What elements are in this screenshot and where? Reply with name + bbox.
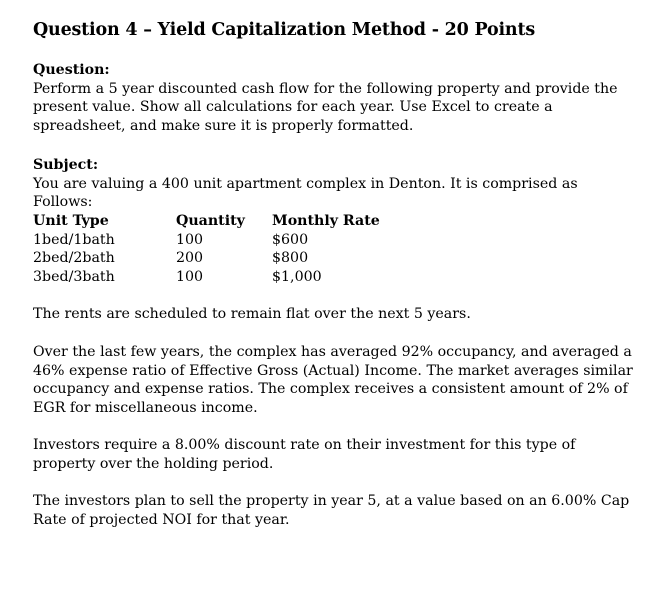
quantity-cell: 100 <box>176 231 204 248</box>
quantity-cell: 100 <box>176 268 204 285</box>
question-label: Question: <box>33 62 110 78</box>
page-title: Question 4 – Yield Capitalization Method - 20 Points <box>33 20 535 40</box>
quantity-header: Quantity <box>176 213 245 229</box>
subject-text: You are valuing a 400 unit apartment complex in Denton. It is comprised as Follows: <box>33 175 578 210</box>
monthly-rate-cell: $800 <box>272 250 309 266</box>
unit-type-header: Unit Type <box>33 213 109 229</box>
unit-type-column <box>33 212 115 286</box>
occupancy-paragraph: Over the last few years, the complex has averaged 92% occupancy, and averaged a 46% expense ratio of Effective Gross (Actual) Income. The market averages similar occupancy and expense ratios. The complex receives a consistent amount of 2% of EGR for miscellaneous income. <box>33 344 633 416</box>
monthly-rate-cell: $600 <box>272 231 309 248</box>
subject-label: Subject: <box>33 157 99 173</box>
unit-type-cell: 3bed/3bath <box>33 268 115 285</box>
quantity-column <box>176 212 245 286</box>
question-text: Perform a 5 year discounted cash flow for the following property and provide the present value. Show all calculations for each year. Use Excel to create a spreadsheet, and make sure it is properly formatted. <box>33 80 618 134</box>
sale-paragraph: The investors plan to sell the property in year 5, at a value based on an 6.00% Cap Rate of projected NOI for that year. <box>33 493 630 528</box>
rents-paragraph: The rents are scheduled to remain flat over the next 5 years. <box>33 306 471 322</box>
unit-type-cell: 2bed/2bath <box>33 250 115 266</box>
monthly-rate-header: Monthly Rate <box>272 213 380 229</box>
subject-section <box>33 156 633 212</box>
unit-type-cell: 1bed/1bath <box>33 231 115 248</box>
monthly-rate-cell: $1,000 <box>272 268 322 285</box>
monthly-rate-column <box>272 212 380 286</box>
discount-rate-paragraph: Investors require a 8.00% discount rate on their investment for this type of property over the holding period. <box>33 437 576 472</box>
question-section <box>33 61 633 135</box>
quantity-cell: 200 <box>176 250 204 266</box>
